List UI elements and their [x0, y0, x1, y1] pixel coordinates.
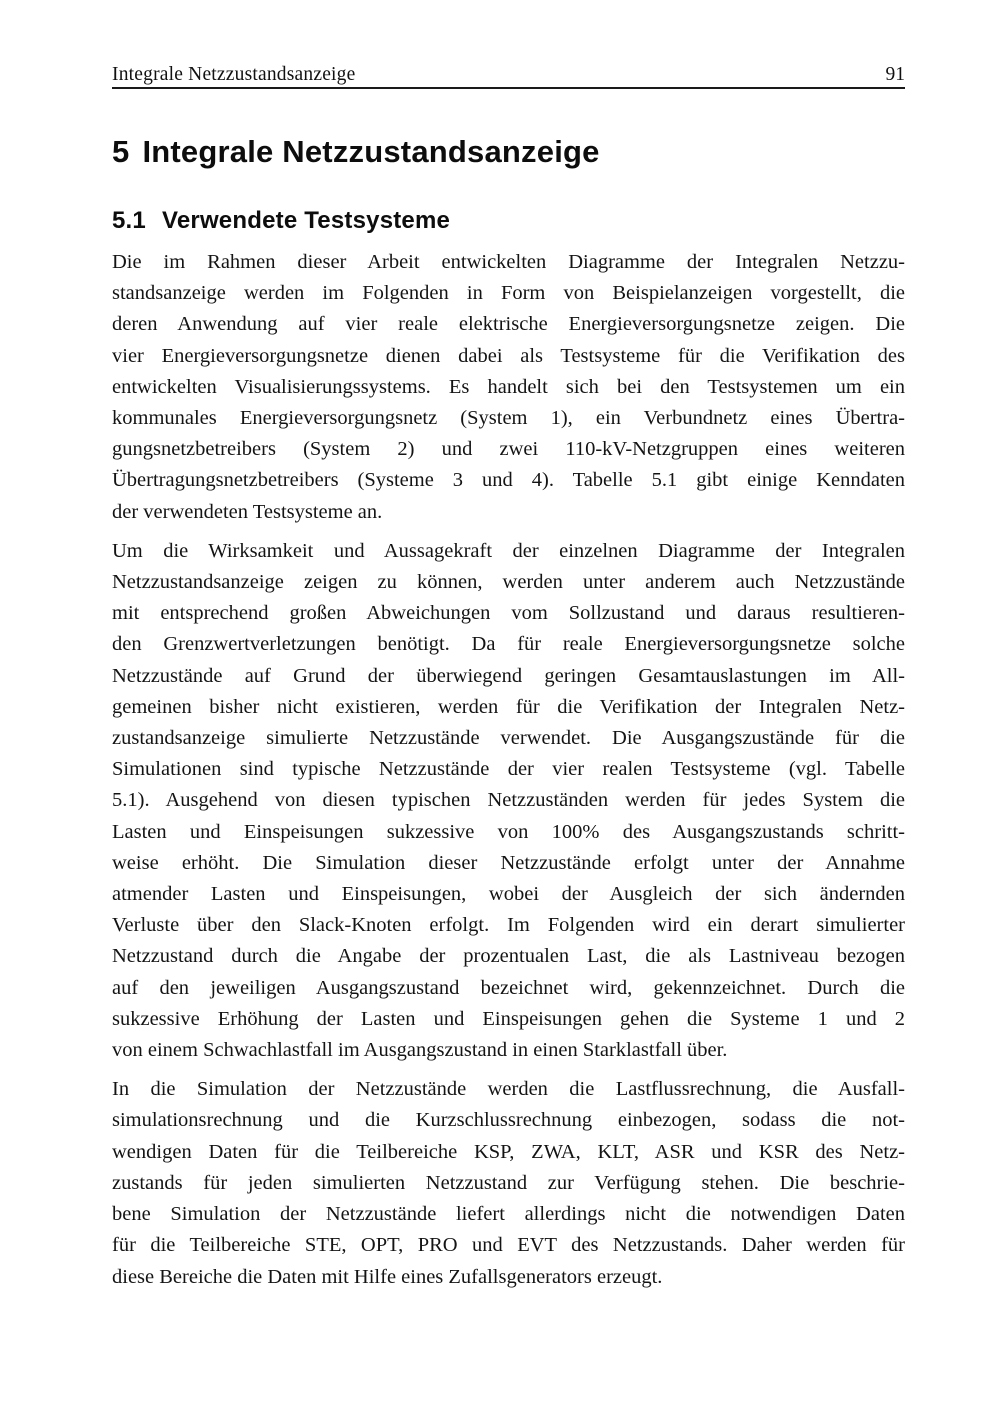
text-line: vier Energieversorgungsnetze dienen dabei als Testsysteme für die Verifikation des	[112, 344, 905, 367]
text-line: Verluste über den Slack-Knoten erfolgt. Im Folgenden wird ein derart simulierter	[112, 914, 905, 937]
text-line: diese Bereiche die Daten mit Hilfe eines Zufallsgenerators erzeugt.	[112, 1265, 663, 1288]
text-line: deren Anwendung auf vier reale elektrische Energieversorgungsnetze zeigen. Die	[112, 313, 905, 336]
text-line: gungsnetzbetreibers (System 2) und zwei 110-kV-Netzgruppen eines weiteren	[112, 438, 905, 461]
text-line: Übertragungsnetzbetreibers (Systeme 3 und 4). Tabelle 5.1 gibt einige Kenndaten	[112, 469, 905, 492]
text-line: auf den jeweiligen Ausgangszustand bezeichnet wird, gekennzeichnet. Durch die	[112, 976, 905, 999]
text-line: weise erhöht. Die Simulation dieser Netzzustände erfolgt unter der Annahme	[112, 851, 905, 874]
body-text	[112, 247, 905, 1293]
text-line: von einem Schwachlastfall im Ausgangszustand in einen Starklastfall über.	[112, 1039, 728, 1062]
text-line: Simulationen sind typische Netzzustände der vier realen Testsysteme (vgl. Tabelle	[112, 758, 905, 781]
text-line: Netzzustandsanzeige zeigen zu können, werden unter anderem auch Netzzustände	[112, 571, 905, 594]
chapter-title: Integrale Netzzustandsanzeige	[142, 134, 600, 169]
text-line: gemeinen bisher nicht existieren, werden für die Verifikation der Integralen Netz-	[112, 695, 905, 718]
text-line: In die Simulation der Netzzustände werden die Lastflussrechnung, die Ausfall-	[112, 1078, 905, 1101]
text-line: der verwendeten Testsysteme an.	[112, 500, 383, 523]
text-line: den Grenzwertverletzungen benötigt. Da für reale Energieversorgungsnetze solche	[112, 633, 905, 656]
text-line: für die Teilbereiche STE, OPT, PRO und EVT des Netzzustands. Daher werden für	[112, 1234, 905, 1257]
paragraph	[112, 247, 905, 528]
text-line: Die im Rahmen dieser Arbeit entwickelten Diagramme der Integralen Netzzu-	[112, 251, 905, 273]
page-number: 91	[885, 64, 905, 85]
paragraph	[112, 536, 905, 1066]
text-line: simulationsrechnung und die Kurzschlussrechnung einbezogen, sodass die not-	[112, 1109, 905, 1132]
section-number: 5.1	[112, 207, 146, 234]
text-line: kommunales Energieversorgungsnetz (System 1), ein Verbundnetz eines Übertra-	[112, 407, 905, 430]
section-heading	[112, 208, 905, 234]
chapter-number: 5	[112, 134, 130, 169]
text-line: Netzzustände auf Grund der überwiegend geringen Gesamtauslastungen im All-	[112, 664, 905, 687]
text-line: standsanzeige werden im Folgenden in Form von Beispielanzeigen vorgestellt, die	[112, 282, 905, 305]
text-line: Um die Wirksamkeit und Aussagekraft der einzelnen Diagramme der Integralen	[112, 539, 905, 562]
text-line: zustandsanzeige simulierte Netzzustände verwendet. Die Ausgangszustände für die	[112, 727, 905, 750]
text-line: atmender Lasten und Einspeisungen, wobei der Ausgleich der sich ändernden	[112, 883, 905, 906]
running-header-title: Integrale Netzzustandsanzeige	[112, 64, 356, 85]
text-line: Netzzustand durch die Angabe der prozentualen Last, die als Lastniveau bezogen	[112, 945, 905, 968]
section-title: Verwendete Testsysteme	[161, 207, 451, 234]
page-content	[112, 64, 905, 1293]
chapter-heading	[112, 135, 905, 168]
paragraph	[112, 1074, 905, 1292]
text-line: bene Simulation der Netzzustände liefert allerdings nicht die notwendigen Daten	[112, 1203, 905, 1226]
text-line: wendigen Daten für die Teilbereiche KSP, ZWA, KLT, ASR und KSR des Netz-	[112, 1140, 905, 1163]
text-line: Lasten und Einspeisungen sukzessive von 100% des Ausgangszustands schritt-	[112, 820, 905, 843]
text-line: 5.1). Ausgehend von diesen typischen Netzzuständen werden für jedes System die	[112, 789, 905, 812]
running-header	[112, 64, 905, 89]
text-line: mit entsprechend großen Abweichungen vom Sollzustand und daraus resultieren-	[112, 602, 905, 625]
text-line: zustands für jeden simulierten Netzzustand zur Verfügung stehen. Die beschrie-	[112, 1171, 905, 1194]
text-line: sukzessive Erhöhung der Lasten und Einspeisungen gehen die Systeme 1 und 2	[112, 1007, 905, 1030]
text-line: entwickelten Visualisierungssystems. Es handelt sich bei den Testsystemen um ein	[112, 375, 905, 398]
